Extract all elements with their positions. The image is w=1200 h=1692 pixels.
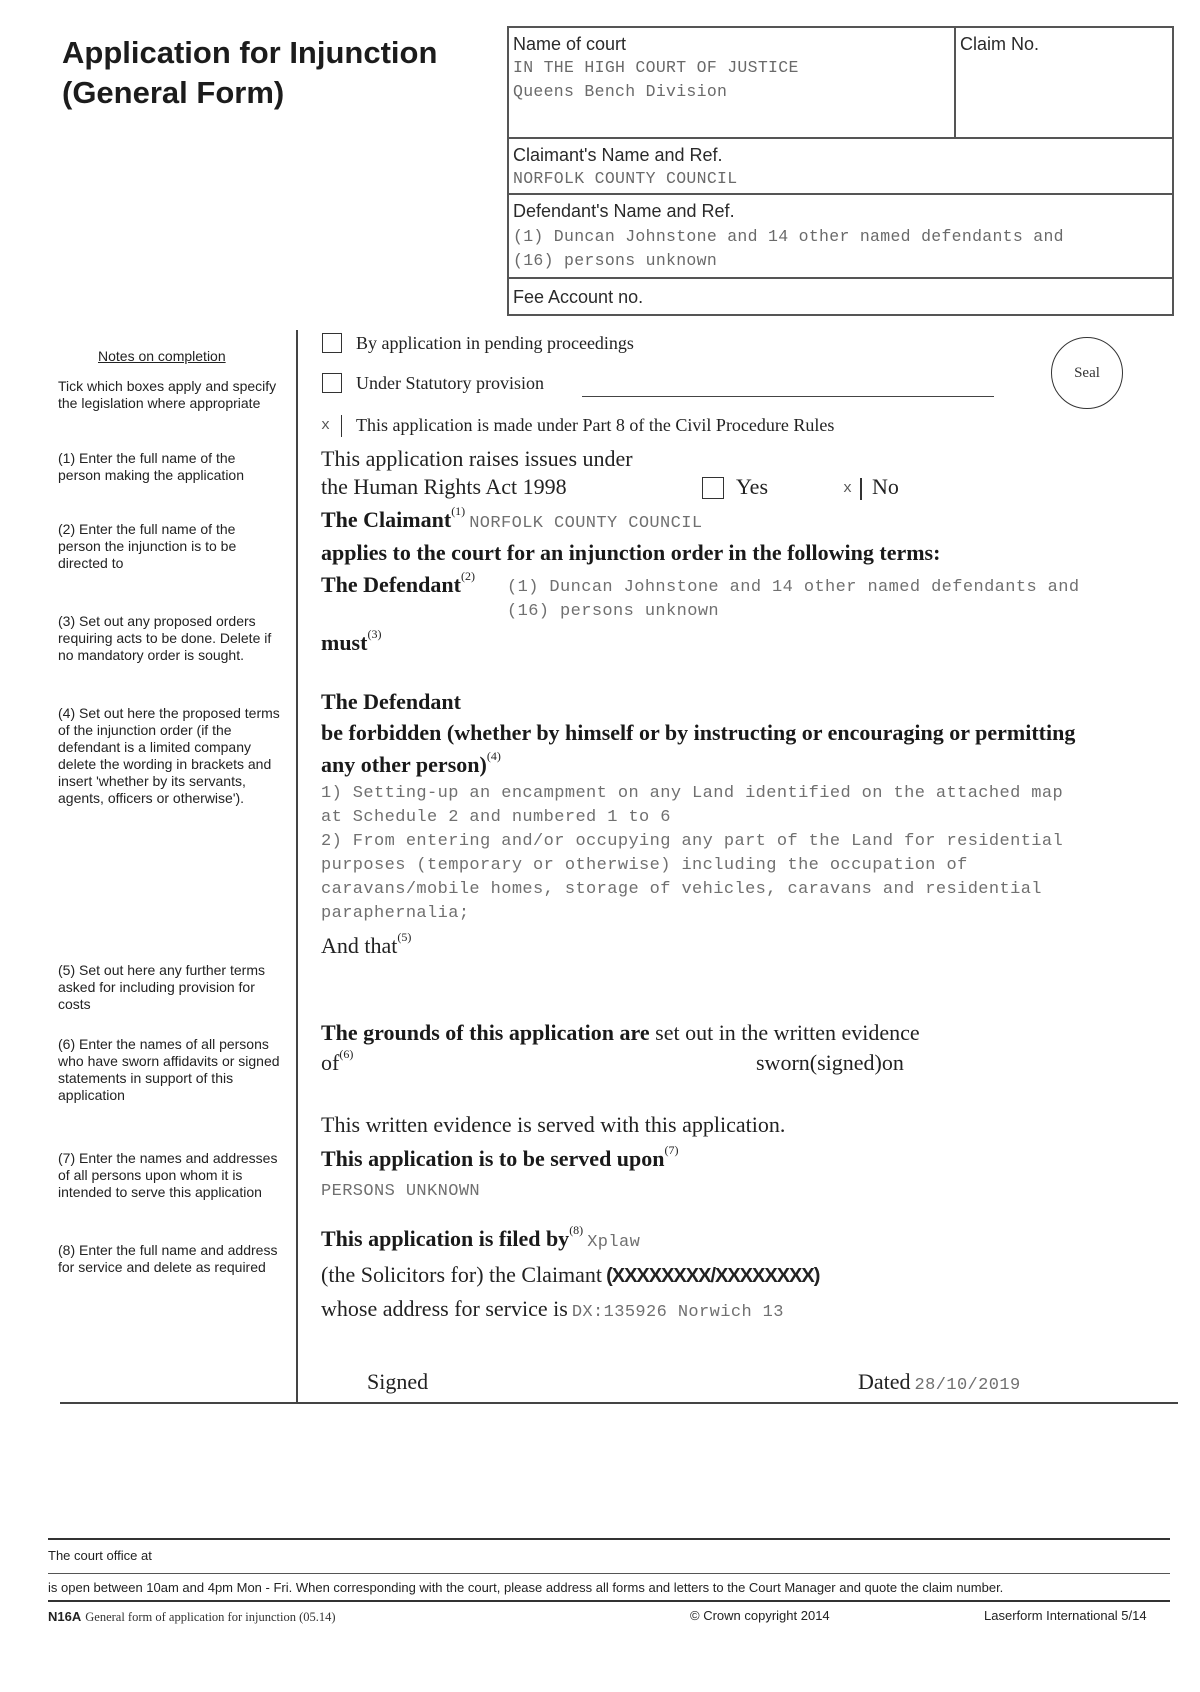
grounds-line: The grounds of this application are set out in the written evidence: [321, 1020, 920, 1045]
note-2: (2) Enter the full name of the person the injunction is to be directed to: [58, 521, 237, 571]
signature-rule: [60, 1402, 1178, 1404]
statutory-provision-checkbox[interactable]: [322, 373, 342, 393]
defendant-value: (1) Duncan Johnstone and 14 other named defendants and (16) persons unknown: [507, 578, 1080, 621]
served-upon-line: This application is to be served upon$^{(7)}$: [321, 1143, 679, 1171]
address-value: DX:135926 Norwich 13: [571, 1303, 784, 1322]
note-4: (4) Set out here the proposed terms of the injunction order (if the defendant is a limited company delete the wording in brackets and insert 'whether by its servants, agents, officers or otherwise').: [58, 705, 280, 806]
hra-no-label: No: [872, 474, 899, 499]
filed-by-line: This application is filed $by^{(8)}$ Xplaw: [321, 1223, 641, 1252]
term-line: paraphernalia;: [321, 904, 470, 923]
crown-copyright: © Crown copyright 2014: [690, 1608, 830, 1623]
defendant-name-value: (1) Duncan Johnstone and 14 other named defendants and (16) persons unknown: [513, 227, 1064, 270]
hra-line1: This application raises issues under: [321, 446, 633, 471]
defendant-forbidden-heading: The Defendant: [321, 689, 461, 714]
pending-proceedings-label: By application in pending proceedings: [356, 333, 634, 353]
seal-label: Seal: [1074, 364, 1100, 381]
seal-circle: [1051, 337, 1123, 409]
laserform-text: Laserform International 5/14: [984, 1608, 1147, 1623]
statutory-provision-line[interactable]: [582, 396, 994, 397]
part8-checkbox[interactable]: x: [321, 415, 342, 437]
sworn-signed-on: sworn(signed)on: [756, 1050, 904, 1075]
hra-line2: the Human Rights Act 1998: [321, 474, 567, 499]
statutory-provision-label: Under Statutory provision: [356, 373, 544, 393]
note-6: (6) Enter the names of all persons who have sworn affidavits or signed statements in support of this application: [58, 1036, 280, 1103]
term-line: caravans/mobile homes, storage of vehicles, caravans and residential: [321, 880, 1042, 899]
hra-yes-label: Yes: [736, 474, 769, 499]
form-code-line: N16A General form of application for injunction (05.14): [48, 1609, 336, 1624]
grounds-of: $of^{(6)}$: [321, 1047, 354, 1075]
applies-line: applies to the court for an injunction order in the following terms:: [321, 540, 941, 565]
court-office-text: The court office at: [48, 1548, 152, 1563]
solicitors-line: (the Solicitors for) the Claimant (XXXXXXXX/XXXXXXXX): [321, 1262, 820, 1287]
court-name-value: IN THE HIGH COURT OF JUSTICE Queens Bench Division: [513, 58, 799, 101]
opening-hours-text: is open between 10am and 4pm Mon - Fri. When corresponding with the court, please address all forms and letters to the Court Manager and quote the claim number.: [48, 1580, 1004, 1595]
hra-no-checkbox[interactable]: x: [843, 480, 853, 497]
note-7: (7) Enter the names and addresses of all persons upon whom it is intended to serve this application: [58, 1150, 278, 1200]
claimant-name-label: Claimant's Name and Ref.: [513, 145, 723, 165]
must-label: must$^{(3)}$: [321, 627, 382, 655]
served-upon-value: PERSONS UNKNOWN: [321, 1182, 481, 1201]
dated-value: 28/10/2019: [914, 1376, 1021, 1395]
signed-label: Signed: [367, 1369, 429, 1394]
claimant-row: The Claimant$^{(1)}$ NORFOLK COUNTY COUNCIL: [321, 504, 703, 533]
note-5: (5) Set out here any further terms asked for including provision for costs: [58, 962, 265, 1012]
claimant-name-value: NORFOLK COUNTY COUNCIL: [513, 169, 738, 188]
term-line: 2) From entering and/or occupying any part of the Land for residential: [321, 832, 1064, 851]
hra-yes-checkbox[interactable]: [702, 477, 724, 499]
and-that-label: And that$^{(5)}$: [321, 930, 412, 958]
note-intro: Tick which boxes apply and specify the legislation where appropriate: [58, 378, 277, 411]
dated-line: Dated 28/10/2019: [858, 1369, 1021, 1395]
note-8: (8) Enter the full name and address for service and delete as required: [58, 1242, 278, 1275]
term-line: at Schedule 2 and numbered 1 to 6: [321, 808, 671, 827]
court-name-label: Name of court: [513, 34, 627, 54]
term-line: 1) Setting-up an encampment on any Land identified on the attached map: [321, 784, 1064, 803]
part8-label: This application is made under Part 8 of the Civil Procedure Rules: [356, 415, 835, 435]
claim-no-label: Claim No.: [960, 34, 1040, 54]
term-line: purposes (temporary or otherwise) including the occupation of: [321, 856, 968, 875]
forbidden-line2: any other person)$^{(4)}$: [321, 749, 501, 777]
redacted-reference: (XXXXXXXX/XXXXXXXX): [606, 1265, 820, 1287]
notes-divider: [296, 330, 298, 1402]
pending-proceedings-checkbox[interactable]: [322, 333, 342, 353]
defendant-row: The Defendant$^{(2)}$: [321, 569, 475, 597]
note-1: (1) Enter the full name of the person making the application: [58, 450, 245, 483]
filed-by-value: Xplaw: [587, 1233, 641, 1252]
notes-heading: Notes on completion: [98, 348, 226, 364]
fee-account-label: Fee Account no.: [513, 287, 644, 307]
served-with-line: This written evidence is served with this application.: [321, 1112, 786, 1137]
forbidden-line1: be forbidden (whether by himself or by instructing or encouraging or permitting: [321, 720, 1076, 745]
claimant-value: NORFOLK COUNTY COUNCIL: [469, 514, 703, 533]
form-title: Application for Injunction (General Form): [62, 35, 438, 110]
note-3: (3) Set out any proposed orders requiring acts to be done. Delete if no mandatory order is sought.: [58, 613, 272, 663]
address-line: whose address for service is DX:135926 Norwich 13: [321, 1296, 784, 1322]
injunction-terms: [321, 782, 1063, 926]
defendant-name-label: Defendant's Name and Ref.: [513, 201, 735, 221]
